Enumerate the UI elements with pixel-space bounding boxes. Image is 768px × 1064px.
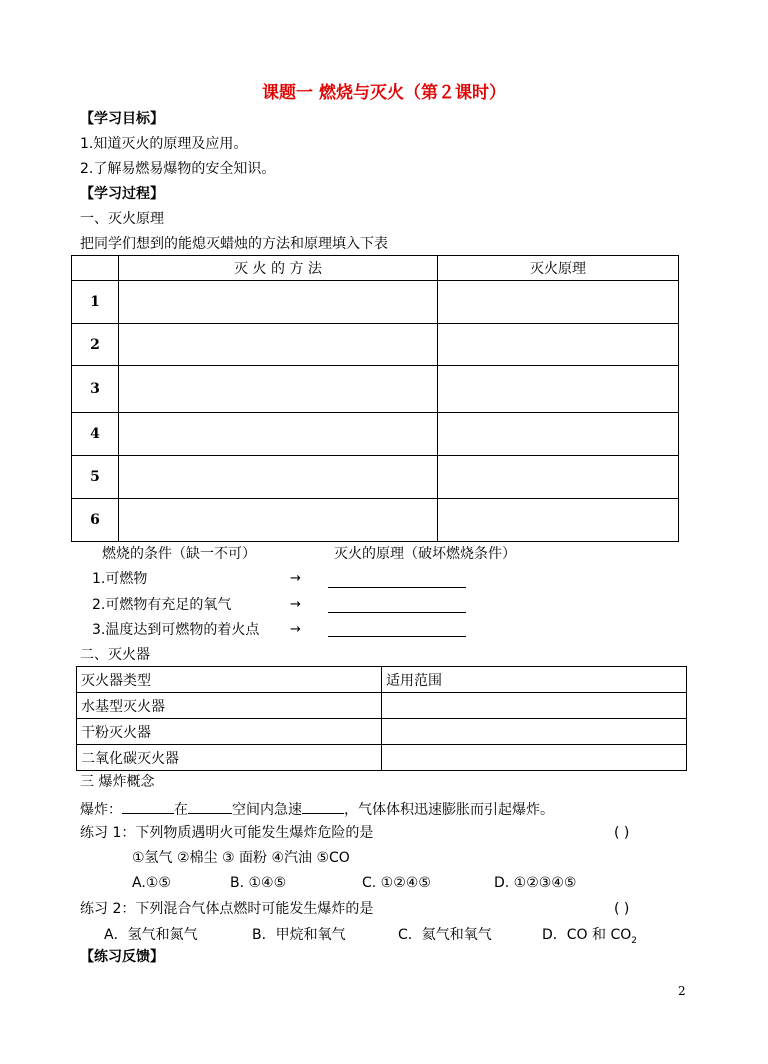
principle-cell[interactable] [438,456,679,499]
condition-item: 1.可燃物 [92,571,148,587]
answer-blank[interactable] [328,636,466,637]
row-number: 6 [72,499,119,542]
goals-heading: 【学习目标】 [80,111,164,127]
exercise1-option-d[interactable]: D. ①②③④⑤ [494,875,577,891]
exercise1-answer-bracket[interactable]: ( ) [614,825,630,841]
exercise1-option-b[interactable]: B. ①④⑤ [230,875,287,891]
page-title: 课题一 燃烧与灭火（第２课时） [262,83,506,103]
table-row [72,281,679,324]
method-cell[interactable] [119,499,438,542]
principle-cell[interactable] [438,499,679,542]
process-heading: 【学习过程】 [80,186,164,202]
method-cell[interactable] [119,281,438,324]
extinguisher-table [76,666,687,771]
scope-cell[interactable] [382,745,687,771]
exercise2-option-d[interactable] [542,926,637,950]
feedback-heading: 【练习反馈】 [80,949,164,965]
method-cell[interactable] [119,366,438,413]
explosion-prefix: 爆炸： [80,802,122,818]
exercise1-items: ①氢气 ②棉尘 ③ 面粉 ④汽油 ⑤CO [132,850,350,866]
explosion-word-in: 在 [174,802,188,818]
table-header-method: 灭 火 的 方 法 [119,256,438,281]
option-d-text: D．CO 和 CO [542,927,632,943]
exercise2-option-b[interactable]: B．甲烷和氧气 [252,927,346,943]
table-row [72,413,679,456]
part2-heading: 二、灭火器 [80,647,150,663]
blank-1[interactable] [122,799,174,814]
exercise1-option-c[interactable]: C. ①②④⑤ [362,875,431,891]
row-number: 4 [72,413,119,456]
table-header-type: 灭火器类型 [77,667,382,693]
explosion-word-space: 空间内急速 [232,802,302,818]
scope-cell[interactable] [382,719,687,745]
row-number: 1 [72,281,119,324]
arrow-icon: → [290,597,301,612]
table-header-scope: 适用范围 [382,667,687,693]
extinguish-methods-table [71,255,679,542]
extinguisher-type: 干粉灭火器 [77,719,382,745]
part1-instruction: 把同学们想到的能熄灭蜡烛的方法和原理填入下表 [80,236,388,252]
answer-blank[interactable] [328,587,466,588]
arrow-icon: → [290,571,301,586]
scope-cell[interactable] [382,693,687,719]
part1-heading: 一、灭火原理 [80,211,164,227]
blank-3[interactable] [302,799,344,814]
conditions-right-heading: 灭火的原理（破坏燃烧条件） [334,546,516,562]
table-row [72,366,679,413]
table-row [77,719,687,745]
table-row [72,456,679,499]
answer-blank[interactable] [328,612,466,613]
table-row [72,499,679,542]
blank-2[interactable] [188,799,232,814]
table-row [77,693,687,719]
condition-item: 3.温度达到可燃物的着火点 [92,622,260,638]
explosion-suffix: ，气体体积迅速膨胀而引起爆炸。 [344,802,554,818]
exercise1-question: 练习 1：下列物质遇明火可能发生爆炸危险的是 [80,825,374,841]
row-number: 5 [72,456,119,499]
condition-item: 2.可燃物有充足的氧气 [92,597,232,613]
row-number: 2 [72,324,119,366]
exercise2-option-a[interactable]: A．氢气和氮气 [104,927,198,943]
exercise2-question: 练习 2：下列混合气体点燃时可能发生爆炸的是 [80,901,374,917]
principle-cell[interactable] [438,324,679,366]
row-number: 3 [72,366,119,413]
exercise2-answer-bracket[interactable]: ( ) [614,901,630,917]
extinguisher-type: 二氧化碳灭火器 [77,745,382,771]
extinguisher-type: 水基型灭火器 [77,693,382,719]
page-number: 2 [678,984,686,998]
exercise1-option-a[interactable]: A.①⑤ [132,875,171,891]
method-cell[interactable] [119,456,438,499]
exercise2-option-c[interactable]: C．氦气和氧气 [398,927,492,943]
table-row [77,745,687,771]
table-header-principle: 灭火原理 [438,256,679,281]
part3-heading: 三 爆炸概念 [80,774,155,790]
arrow-icon: → [290,622,301,637]
conditions-left-heading: 燃烧的条件（缺一不可） [102,546,256,562]
goal-1: 1.知道灭火的原理及应用。 [80,136,248,152]
goal-2: 2.了解易燃易爆物的安全知识。 [80,161,276,177]
principle-cell[interactable] [438,281,679,324]
table-header-blank [72,256,119,281]
explosion-definition [80,799,554,819]
option-d-subscript: 2 [631,935,638,946]
method-cell[interactable] [119,324,438,366]
principle-cell[interactable] [438,413,679,456]
method-cell[interactable] [119,413,438,456]
table-row [72,324,679,366]
principle-cell[interactable] [438,366,679,413]
